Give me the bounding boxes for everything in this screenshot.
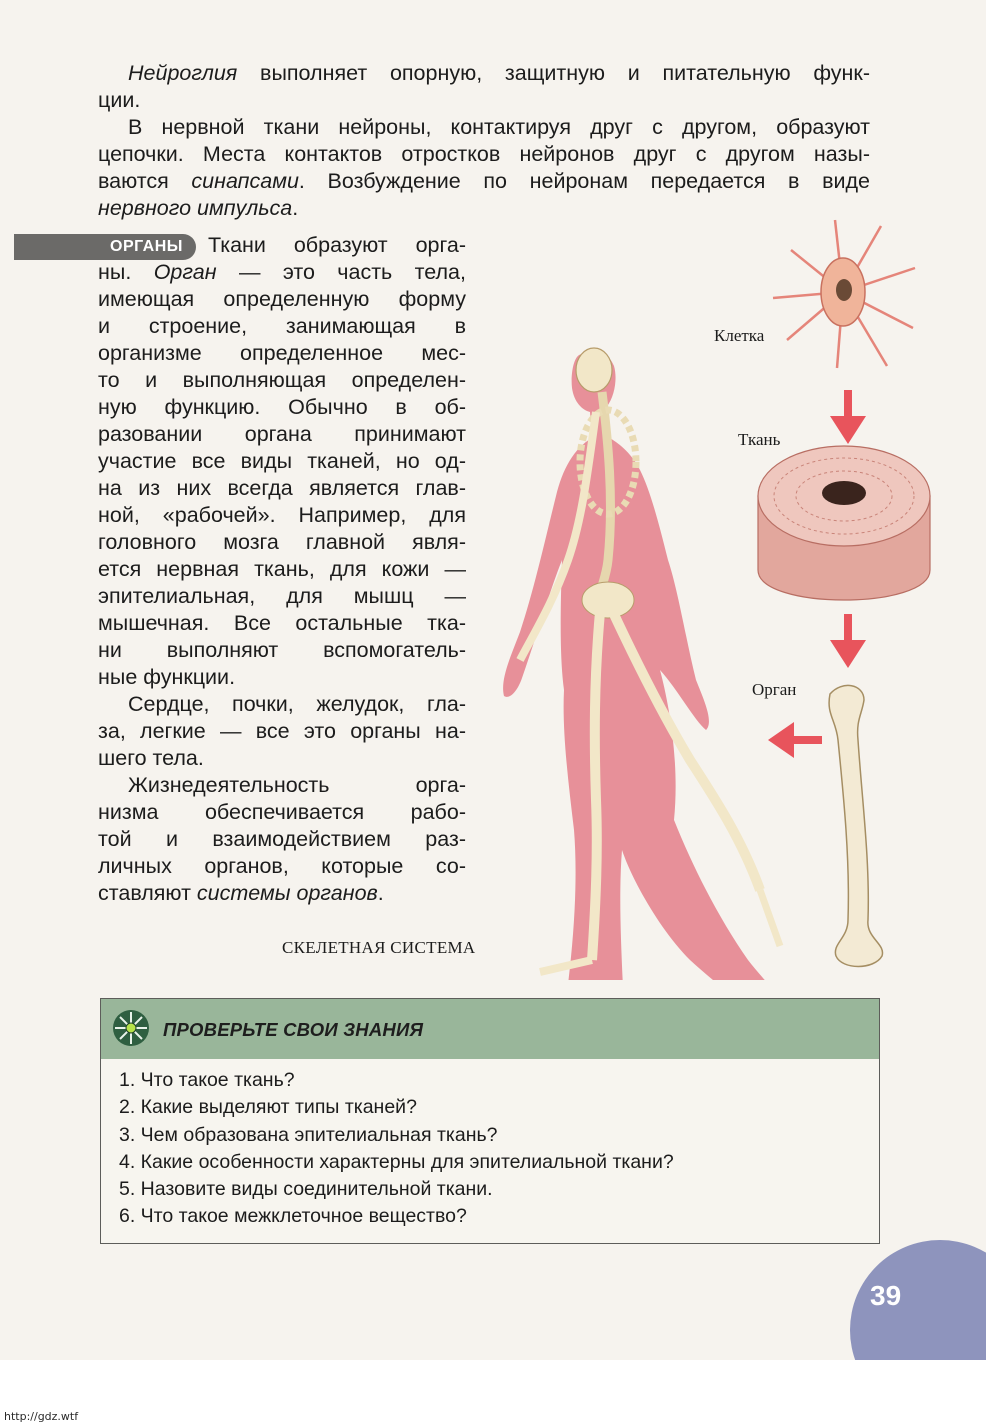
synapse-line — [98, 168, 870, 195]
text-line: имеющая определенную форму — [98, 287, 466, 311]
term-neuroglia: Нейроглия — [128, 61, 238, 85]
text-span: ны. — [98, 260, 154, 284]
arrow-down-icon — [830, 614, 866, 668]
foot-bone-front — [760, 890, 780, 946]
neuron-cell-icon — [773, 220, 915, 368]
page-margin — [0, 1360, 986, 1428]
arrow-left-icon — [768, 722, 822, 758]
text-line: низма обеспечивается рабо- — [98, 800, 466, 824]
text-line: ции. — [98, 88, 141, 112]
text-line: разовании органа принимают — [98, 422, 466, 446]
text-line: Жизнедеятельность орга- — [128, 773, 466, 797]
term-organ-systems: системы органов — [196, 881, 378, 905]
label-cell: Клетка — [714, 326, 765, 345]
question-item: 4. Какие особенности характерны для эпителиальной ткани? — [119, 1150, 674, 1173]
text-span: ставляют — [98, 881, 197, 905]
text-line: той и взаимодействием раз- — [98, 827, 466, 851]
neuroglia-line — [98, 60, 870, 87]
text-span: — это часть тела, — [216, 260, 466, 284]
text-line: ется нервная ткань, для кожи — — [98, 557, 466, 581]
text-line: за, легкие — все это органы на- — [98, 719, 466, 743]
question-item: 2. Какие выделяют типы тканей? — [119, 1096, 417, 1119]
text-line: головного мозга главной явля- — [98, 530, 466, 554]
text-line: ни выполняют вспомогатель- — [98, 638, 466, 662]
systems-line — [98, 880, 466, 907]
watermark-url: http://gdz.wtf — [4, 1410, 79, 1423]
text-line: на из них всегда является глав- — [98, 476, 466, 500]
skull — [576, 348, 612, 392]
text-span: . Возбуждение по нейронам передается в виде — [298, 169, 870, 193]
text-line: мышечная. Все остальные тка- — [98, 611, 466, 635]
arrow-down-icon — [830, 390, 866, 444]
check-knowledge-box — [100, 998, 880, 1244]
text-line: ные функции. — [98, 665, 236, 689]
text-line: Сердце, почки, желудок, гла- — [128, 692, 466, 716]
femur-bone-icon — [829, 685, 882, 966]
intro-text — [98, 60, 870, 222]
text-span: . — [377, 881, 384, 905]
text-line: участие все виды тканей, но од- — [98, 449, 466, 473]
label-organ: Орган — [752, 680, 797, 699]
term-organ: Орган — [153, 260, 217, 284]
text-line: то и выполняющая определен- — [98, 368, 466, 392]
leg-bone-back — [592, 612, 600, 960]
text-span: ваются — [98, 169, 192, 193]
text-line: ную функцию. Обычно в об- — [98, 395, 466, 419]
question-item: 5. Назовите виды соединительной ткани. — [119, 1178, 493, 1201]
quiz-header — [101, 999, 879, 1059]
text-line: В нервной ткани нейроны, контактируя друг с другом, образуют — [128, 115, 870, 139]
organ-def-line — [98, 259, 466, 286]
question-item: 6. Что такое межклеточное вещество? — [119, 1205, 467, 1228]
text-span: . — [292, 196, 299, 220]
label-tissue: Ткань — [738, 430, 781, 449]
section-tag-label: ОРГАНЫ — [110, 238, 183, 255]
eye-star-icon — [111, 1008, 151, 1048]
organs-text — [98, 232, 466, 907]
text-line: эпителиальная, для мышц — — [98, 584, 466, 608]
quiz-title: ПРОВЕРЬТЕ СВОИ ЗНАНИЯ — [163, 1019, 424, 1040]
page-number: 39 — [870, 1280, 902, 1311]
text-line: организме определенное мес- — [98, 341, 466, 365]
text-span: выполняет опорную, защитную и питательную функ- — [237, 61, 870, 85]
text-line: личных органов, которые со- — [98, 854, 466, 878]
figure-caption: СКЕЛЕТНАЯ СИСТЕМА — [282, 938, 476, 957]
text-line: и строение, занимающая в — [98, 314, 466, 338]
skeletal-system-figure — [490, 200, 986, 980]
text-line: цепочки. Места контактов отростков нейронов друг с другом назы- — [98, 142, 870, 166]
tissue-cylinder-icon — [758, 446, 930, 600]
term-nerve-impulse: нервного импульса — [98, 196, 293, 220]
question-item: 1. Что такое ткань? — [119, 1069, 295, 1091]
question-item: 3. Чем образована эпителиальная ткань? — [119, 1123, 498, 1146]
term-synapses: синапсами — [191, 169, 299, 193]
text-line: ной, «рабочей». Например, для — [98, 503, 466, 527]
text-line: Ткани образуют орга- — [208, 233, 466, 257]
question-list — [119, 1067, 674, 1231]
text-line: шего тела. — [98, 746, 204, 770]
